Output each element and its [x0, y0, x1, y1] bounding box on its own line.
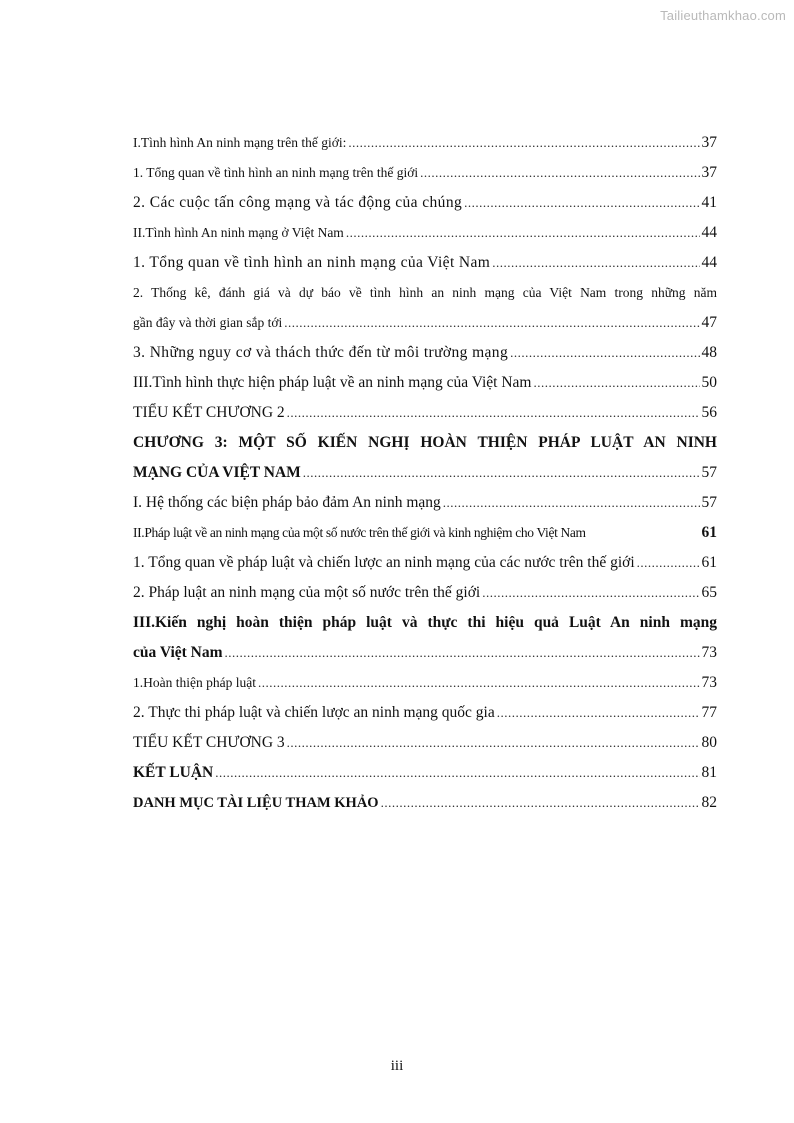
- toc-entry-title: KẾT LUẬN: [133, 764, 214, 781]
- toc-dot-leader: [443, 488, 700, 518]
- toc-entry[interactable]: [133, 788, 717, 818]
- toc-entry[interactable]: [133, 578, 717, 608]
- toc-entry-continued[interactable]: [133, 638, 717, 668]
- toc-entry-title: TIỂU KẾT CHƯƠNG 2: [133, 404, 285, 421]
- toc-entry-title: của Việt Nam: [133, 644, 223, 661]
- toc-entry-page: 44: [701, 224, 717, 241]
- toc-entry-page: 48: [701, 344, 717, 361]
- toc-entry-title: I.Tình hình An ninh mạng trên thế giới:: [133, 135, 347, 150]
- toc-dot-leader: [464, 188, 699, 218]
- toc-entry[interactable]: [133, 248, 717, 278]
- toc-entry[interactable]: [133, 338, 717, 368]
- toc-entry-title: III.Kiến nghị hoàn thiện pháp luật và thực thi hiệu quả Luật An ninh mạng: [133, 614, 717, 631]
- toc-entry-page: 73: [701, 674, 717, 691]
- toc-entry[interactable]: [133, 698, 717, 728]
- page-number: iii: [390, 1058, 404, 1074]
- toc-entry-page: 44: [701, 254, 717, 271]
- toc-entry-title: CHƯƠNG 3: MỘT SỐ KIẾN NGHỊ HOÀN THIỆN PHÁP LUẬT AN NINH: [133, 434, 717, 451]
- toc-dot-leader: [497, 698, 700, 728]
- toc-entry[interactable]: [133, 188, 717, 218]
- toc-entry-title: 1. Tổng quan về pháp luật và chiến lược an ninh mạng của các nước trên thế giới: [133, 554, 635, 571]
- toc-dot-leader: [346, 218, 700, 248]
- toc-dot-leader: [348, 128, 699, 158]
- toc-chapter-heading[interactable]: [133, 428, 717, 458]
- toc-entry-page: 73: [701, 644, 717, 661]
- toc-entry[interactable]: [133, 128, 717, 158]
- toc-dot-leader: [510, 338, 699, 368]
- toc-entry-page: 50: [701, 374, 717, 391]
- toc-entry[interactable]: [133, 728, 717, 758]
- toc-entry-page: 56: [701, 404, 717, 421]
- toc-entry-title: 1. Tổng quan về tình hình an ninh mạng của Việt Nam: [133, 254, 491, 271]
- toc-dot-leader: [225, 638, 700, 668]
- toc-dot-leader: [420, 158, 699, 188]
- toc-dot-leader: [287, 728, 700, 758]
- toc-entry-title: 2. Thống kê, đánh giá và dự báo về tình hình an ninh mạng của Việt Nam trong những năm: [133, 285, 717, 300]
- toc-entry-page: 41: [701, 194, 717, 211]
- toc-entry-page: 37: [701, 134, 717, 151]
- toc-entry-page: 61: [701, 524, 717, 541]
- toc-entry[interactable]: [133, 368, 717, 398]
- toc-entry-title: 1. Tổng quan về tình hình an ninh mạng trên thế giới: [133, 165, 419, 180]
- toc-entry-page: 61: [701, 554, 717, 571]
- toc-entry-page: 77: [701, 704, 717, 721]
- toc-dot-leader: [492, 248, 699, 278]
- toc-dot-leader: [258, 668, 700, 698]
- toc-entry-title: DANH MỤC TÀI LIỆU THAM KHẢO: [133, 795, 379, 811]
- toc-entry[interactable]: [133, 518, 717, 548]
- toc-entry-page: 37: [701, 164, 717, 181]
- watermark-text: Tailieuthamkhao.com: [660, 8, 786, 23]
- toc-entry-title: III.Tình hình thực hiện pháp luật về an ninh mạng của Việt Nam: [133, 374, 532, 391]
- toc-dot-leader: [215, 758, 699, 788]
- toc-entry-title: 1.Hoàn thiện pháp luật: [133, 675, 256, 690]
- toc-entry-page: 80: [701, 734, 717, 751]
- toc-entry-page: 57: [701, 464, 717, 481]
- toc-chapter-heading-continued[interactable]: [133, 458, 717, 488]
- toc-entry[interactable]: [133, 218, 717, 248]
- toc-entry-title: I. Hệ thống các biện pháp bảo đảm An ninh mạng: [133, 494, 441, 511]
- toc-entry-title: 3. Những nguy cơ và thách thức đến từ môi trường mạng: [133, 344, 509, 361]
- toc-entry-page: 57: [701, 494, 717, 511]
- toc-entry[interactable]: [133, 608, 717, 638]
- toc-dot-leader: [303, 458, 700, 488]
- toc-entry-title: II.Tình hình An ninh mạng ở Việt Nam: [133, 225, 344, 240]
- toc-entry-continued[interactable]: [133, 308, 717, 338]
- toc-entry[interactable]: [133, 548, 717, 578]
- toc-entry[interactable]: [133, 668, 717, 698]
- toc-dot-leader: [284, 308, 699, 338]
- toc-entry-title: 2. Pháp luật an ninh mạng của một số nước trên thế giới: [133, 584, 481, 601]
- toc-dot-leader: [381, 788, 700, 818]
- toc-entry[interactable]: [133, 278, 717, 308]
- toc-dot-leader: [482, 578, 699, 608]
- toc-entry[interactable]: [133, 758, 717, 788]
- toc-entry-page: 81: [701, 764, 717, 781]
- toc-entry-title: 2. Các cuộc tấn công mạng và tác động của chúng: [133, 194, 463, 211]
- toc-entry[interactable]: [133, 158, 717, 188]
- toc-entry-title: 2. Thực thi pháp luật và chiến lược an ninh mạng quốc gia: [133, 704, 495, 721]
- toc-entry-title: gần đây và thời gian sắp tới: [133, 315, 283, 330]
- toc-entry-title: TIỂU KẾT CHƯƠNG 3: [133, 734, 285, 751]
- toc-entry[interactable]: [133, 488, 717, 518]
- toc-entry-title: II.Pháp luật về an ninh mạng của một số nước trên thế giới và kinh nghiệm cho Việt Nam: [133, 525, 586, 540]
- toc-dot-leader: [533, 368, 699, 398]
- toc-entry-page: 82: [701, 794, 717, 811]
- toc-dot-leader: [287, 398, 700, 428]
- toc-dot-leader: [637, 548, 700, 578]
- toc-entry-title: MẠNG CỦA VIỆT NAM: [133, 464, 301, 481]
- toc-entry-page: 65: [701, 584, 717, 601]
- table-of-contents: [133, 128, 717, 818]
- toc-entry[interactable]: [133, 398, 717, 428]
- toc-entry-page: 47: [701, 314, 717, 331]
